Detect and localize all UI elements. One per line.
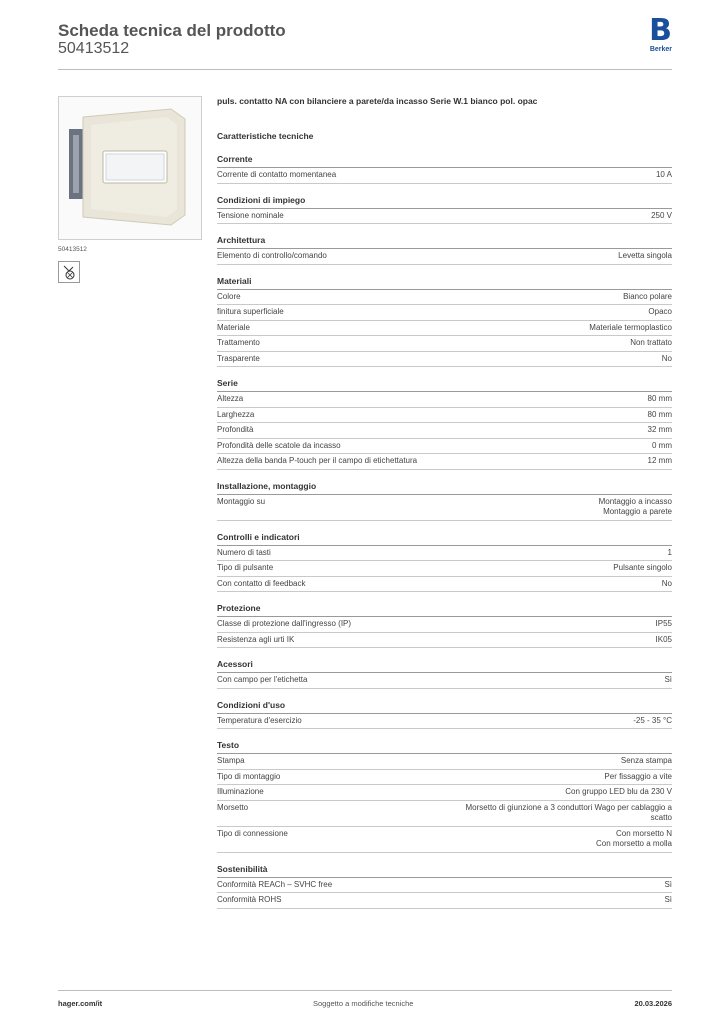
spec-row [217,336,672,352]
spec-group-title: Testo [217,740,672,754]
spec-group [217,378,672,470]
spec-key: Altezza della banda P-touch per il campo di etichettatura [217,456,418,465]
spec-row [217,827,672,853]
spec-row [217,770,672,786]
footer-date: 20.03.2026 [634,999,672,1008]
spec-row [217,801,672,827]
spec-value: 80 mm [647,409,672,419]
section-title: Caratteristiche tecniche [217,131,314,141]
spec-value: IP55 [655,619,672,628]
spec-group-title: Controlli e indicatori [217,532,672,546]
spec-key: finitura superficiale [217,307,284,316]
product-code: 50413512 [58,40,130,57]
spec-value: Sì [664,895,672,904]
switch-product-image [58,96,202,240]
spec-key: Trasparente [217,353,260,363]
spec-groups [217,154,672,909]
spec-key: Profondità delle scatole da incasso [217,440,341,450]
switch-illustration-icon [59,97,201,239]
footer-link[interactable]: hager.com/it [58,999,103,1008]
spec-row [217,878,672,894]
spec-key: Larghezza [217,409,255,419]
spec-key: Altezza [217,394,244,403]
installation-icon [58,261,80,283]
spec-group-title: Condizioni d'uso [217,700,672,714]
spec-value: Sì [664,675,672,684]
spec-value: 80 mm [647,394,672,403]
spec-row [217,617,672,633]
spec-group-title: Architettura [217,235,672,249]
spec-group [217,532,672,593]
spec-group-title: Materiali [217,276,672,290]
image-caption: 50413512 [58,246,87,253]
spec-key: Colore [217,291,241,301]
spec-row [217,561,672,577]
spec-row [217,290,672,306]
spec-row [217,168,672,184]
logo-letter: B [649,13,672,48]
spec-row [217,209,672,225]
spec-key: Tipo di connessione [217,828,288,838]
spec-key: Classe di protezione dall'ingresso (IP) [217,619,352,628]
spec-key: Resistenza agli urti IK [217,634,295,644]
spec-group-title: Installazione, montaggio [217,481,672,495]
footer-note: Soggetto a modifiche tecniche [313,999,414,1008]
spec-group [217,864,672,909]
spec-row [217,577,672,593]
spec-value: 1 [667,547,672,557]
spec-key: Stampa [217,756,245,765]
brand-logo [638,13,672,55]
logo-text: Berker [649,46,672,53]
spec-row [217,408,672,424]
spec-value: Morsetto di giunzione a 3 conduttori Wago per cablaggio a scatto [465,802,672,822]
spec-value: 10 A [655,170,672,179]
spec-value: Con morsetto N Con morsetto a molla [595,828,672,848]
spec-key: Temperatura d'esercizio [217,715,302,725]
spec-row [217,439,672,455]
spec-group [217,603,672,648]
spec-value: IK05 [655,634,672,644]
spec-row [217,305,672,321]
spec-key: Tensione nominale [217,210,284,220]
spec-key: Con contatto di feedback [217,578,306,588]
spec-group [217,700,672,730]
spec-value: Senza stampa [620,756,672,765]
spec-key: Tipo di pulsante [217,563,274,572]
spec-value: Per fissaggio a vite [604,771,672,781]
spec-row [217,893,672,909]
spec-group-title: Corrente [217,154,672,168]
spec-key: Materiale [217,322,250,332]
product-media [58,96,202,283]
spec-value: Non trattato [630,338,672,347]
spec-key: Morsetto [217,802,249,812]
spec-row [217,785,672,801]
spec-group [217,235,672,265]
spec-value: Materiale termoplastico [589,322,672,332]
spec-value: Bianco polare [623,291,672,301]
page-header [58,13,672,70]
spec-value: Con gruppo LED blu da 230 V [565,787,672,796]
spec-group-title: Acessori [217,659,672,673]
spec-key: Numero di tasti [217,547,271,557]
spec-key: Corrente di contatto momentanea [217,170,337,179]
spec-value: Sì [664,879,672,889]
spec-value: Pulsante singolo [613,563,672,572]
spec-group [217,740,672,853]
spec-row [217,546,672,562]
spec-value: 250 V [651,210,672,220]
spec-key: Conformità ROHS [217,895,282,904]
spec-key: Montaggio su [217,496,266,506]
product-description: puls. contatto NA con bilanciere a parete/da incasso Serie W.1 bianco pol. opac [217,96,538,106]
spec-value: Opaco [648,307,672,316]
spec-row [217,392,672,408]
spec-row [217,633,672,649]
spec-group-title: Sostenibilità [217,864,672,878]
technical-data [217,96,672,909]
spec-row [217,454,672,470]
spec-value: Levetta singola [618,251,672,260]
spec-value: -25 - 35 °C [633,715,672,725]
page-footer [58,990,672,1011]
spec-group-title: Serie [217,378,672,392]
spec-key: Elemento di controllo/comando [217,251,327,260]
spec-row [217,321,672,337]
spec-group-title: Protezione [217,603,672,617]
spec-group [217,195,672,225]
spec-group [217,276,672,368]
spec-row [217,754,672,770]
page-title: Scheda tecnica del prodotto [58,21,286,40]
spec-key: Profondità [217,425,254,434]
spec-key: Tipo di montaggio [217,771,281,781]
spec-value: Montaggio a incasso Montaggio a parete [598,496,672,516]
spec-row [217,352,672,368]
spec-row [217,249,672,265]
spec-value: 0 mm [652,440,672,450]
spec-value: No [661,353,672,363]
spec-value: 12 mm [647,456,672,465]
spec-group [217,481,672,521]
spec-value: No [661,578,672,588]
spec-group-title: Condizioni di impiego [217,195,672,209]
spec-key: Trattamento [217,338,260,347]
spec-key: Illuminazione [217,787,264,796]
spec-group [217,659,672,689]
spec-row [217,495,672,521]
spec-value: 32 mm [647,425,672,434]
spec-key: Con campo per l'etichetta [217,675,308,684]
spec-row [217,714,672,730]
spec-key: Conformità REACh – SVHC free [217,879,333,889]
spec-group [217,154,672,184]
spec-row [217,423,672,439]
spec-row [217,673,672,689]
